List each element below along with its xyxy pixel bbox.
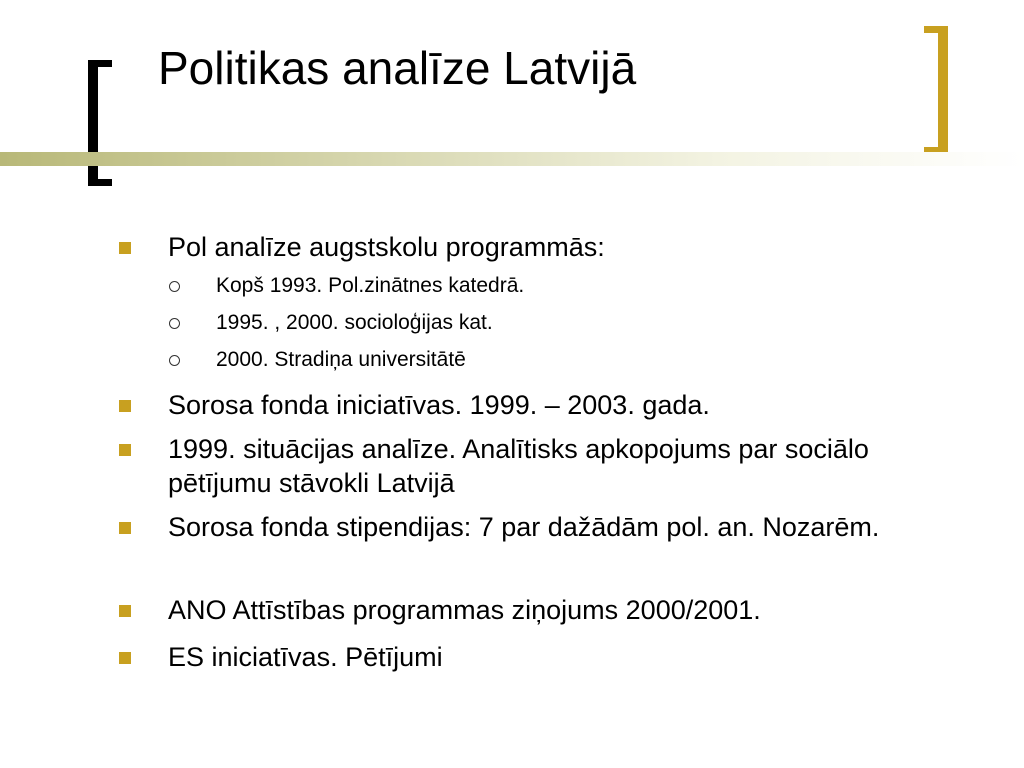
circle-bullet-icon bbox=[169, 318, 180, 329]
circle-bullet-icon bbox=[169, 281, 180, 292]
bullet-text: Sorosa fonda stipendijas: 7 par dažādām pol. an. Nozarēm. bbox=[168, 512, 880, 542]
square-bullet-icon bbox=[119, 242, 131, 254]
square-bullet-icon bbox=[119, 522, 131, 534]
bullet-text: Pol analīze augstskolu programmās: bbox=[168, 232, 605, 262]
bullet-text: ES iniciatīvas. Pētījumi bbox=[168, 642, 443, 672]
sub-bullet-text: Kopš 1993. Pol.zinātnes katedrā. bbox=[216, 274, 525, 297]
bullet-text: Sorosa fonda iniciatīvas. 1999. – 2003. gada. bbox=[168, 390, 710, 420]
square-bullet-icon bbox=[119, 652, 131, 664]
bullet-text: ANO Attīstības programmas ziņojums 2000/2001. bbox=[168, 595, 761, 625]
circle-bullet-icon bbox=[169, 355, 180, 366]
slide-title: Politikas analīze Latvijā bbox=[158, 42, 637, 94]
bullet-text: 1999. situācijas analīze. Analītisks apkopojums par sociālo pētījumu stāvokli Latvijā bbox=[168, 434, 869, 498]
sub-bullet-text: 1995. , 2000. socioloģijas kat. bbox=[216, 311, 493, 334]
square-bullet-icon bbox=[119, 605, 131, 617]
square-bullet-icon bbox=[119, 444, 131, 456]
sub-bullet-text: 2000. Stradiņa universitātē bbox=[216, 348, 466, 371]
square-bullet-icon bbox=[119, 400, 131, 412]
